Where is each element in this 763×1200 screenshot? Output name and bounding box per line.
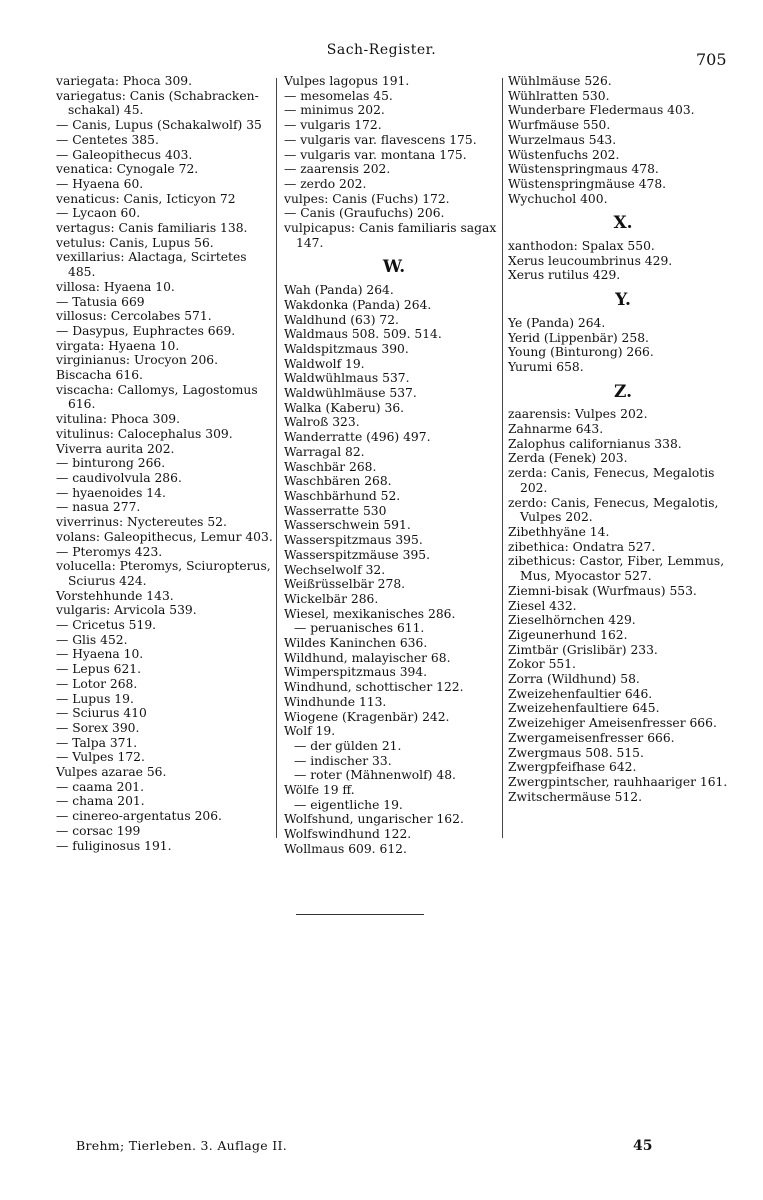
index-entry: Wollmaus 609. 612. [284,841,407,856]
index-entry: vulpes: Canis (Fuchs) 172. [284,191,450,206]
index-entry: Waldspitzmaus 390. [284,341,409,356]
index-entry: Wanderratte (496) 497. [284,430,431,445]
index-entry: — chama 201. [56,794,145,809]
index-entry: Zerda (Fenek) 203. [508,451,628,466]
index-entry: vexillarius: Alactaga, Scirtetes 485. [56,250,247,280]
index-entry: Wühlmäuse 526. [508,74,612,88]
index-entry: Wunderbare Fledermaus 403. [508,103,695,118]
index-entry: Viverra aurita 202. [56,441,175,456]
index-entry: — zerdo 202. [284,176,367,191]
index-entry: volans: Galeopithecus, Lemur 403. [56,529,273,544]
index-entry: Weißrüsselbär 278. [284,577,406,592]
footer-signature: 45 [633,1138,653,1154]
index-entry: Wildes Kaninchen 636. [284,636,428,651]
index-entry: — Talpa 371. [56,735,138,750]
index-entry: — vulgaris var. montana 175. [284,147,467,162]
page-number: 705 [696,50,727,69]
index-entry: vulgaris: Arvicola 539. [56,603,197,618]
index-entry: Wurfmäuse 550. [508,118,611,133]
index-entry: vulpicapus: Canis familiaris sagax 147. [284,221,497,250]
index-entry: — Lupus 19. [56,691,134,706]
index-entry: — fuliginosus 191. [56,838,172,853]
index-entry: Windhund, schottischer 122. [284,680,464,695]
index-entry: — Lycaon 60. [56,206,141,221]
index-entry: Zwergmaus 508. 515. [508,745,644,760]
index-entry: — Cricetus 519. [56,618,157,633]
index-entry: Yerid (Lippenbär) 258. [508,330,649,345]
index-entry: viverrinus: Nyctereutes 52. [56,515,227,530]
index-entry: Zwitschermäuse 512. [508,789,643,804]
index-entry: Wasserspitzmäuse 395. [284,547,431,562]
index-entry: Wolfswindhund 122. [284,827,412,842]
index-entry: — Lotor 268. [56,676,138,691]
index-entry: Biscacha 616. [56,368,143,383]
index-entry: Zibethhyäne 14. [508,524,610,539]
index-entry: Walroß 323. [284,415,360,430]
index-entry: Waldwühlmäuse 537. [284,386,417,401]
index-entry: Wiesel, mexikanisches 286. [284,606,456,621]
index-entry: villosus: Cercolabes 571. [56,309,212,324]
index-entry: Zieselhörnchen 429. [508,613,636,628]
index-entry: xanthodon: Spalax 550. [508,239,655,254]
index-entry: — Pteromys 423. [56,544,163,559]
index-entry: Wolf 19. [284,724,336,739]
index-entry: Zwergpintscher, rauhhaariger 161. [508,774,728,789]
index-entry: Wüstenspringmaus 478. [508,162,659,177]
index-entry: — Hyaena 10. [56,647,144,662]
index-entry: venatica: Cynogale 72. [56,162,199,177]
index-entry: — Tatusia 669 [56,294,145,309]
index-entry: Zwergpfeifhase 642. [508,760,637,775]
index-entry: — mesomelas 45. [284,88,393,103]
index-entry: — corsac 199 [56,823,141,838]
index-entry: Ziemni-bisak (Wurfmaus) 553. [508,583,697,598]
index-entry: Wurzelmaus 543. [508,132,617,147]
index-entry: Zorra (Wildhund) 58. [508,672,640,687]
index-entry: Zahnarme 643. [508,422,604,437]
section-letter: Y. [615,290,631,311]
index-entry: Waschbärhund 52. [284,488,401,503]
footer-source: Brehm; Tierleben. 3. Auflage II. [76,1138,288,1153]
index-entry: — nasua 277. [56,500,141,515]
index-entry: Zigeunerhund 162. [508,627,628,642]
index-entry: — Centetes 385. [56,132,159,147]
section-letter: W. [382,257,406,278]
index-entry: vetulus: Canis, Lupus 56. [56,235,214,250]
index-entry: — zaarensis 202. [284,162,391,177]
index-entry: vitulina: Phoca 309. [56,412,181,427]
index-entry: Waschbären 268. [284,474,392,489]
index-entry: Waldmaus 508. 509. 514. [284,327,442,342]
index-entry: — Galeopithecus 403. [56,147,193,162]
index-entry: Wimperspitzmaus 394. [284,665,428,680]
index-entry: — vulgaris 172. [284,118,382,133]
index-entry: Wasserschwein 591. [284,518,411,533]
index-entry: — Lepus 621. [56,662,142,677]
section-letter: X. [613,213,633,234]
column-divider-2 [502,78,503,838]
index-entry: Xerus leucoumbrinus 429. [508,253,673,268]
index-column-3 [508,74,738,804]
index-entry: — Sciurus 410 [56,706,147,721]
index-entry: Zweizehenfaultier 646. [508,686,653,701]
index-entry: Ziesel 432. [508,598,577,613]
index-entry: Yurumi 658. [508,359,584,374]
index-entry: — Vulpes 172. [56,750,145,765]
index-entry: Wechselwolf 32. [284,562,386,577]
index-entry: volucella: Pteromys, Sciuropterus, Sciurus 424. [56,559,271,588]
index-entry: variegata: Phoca 309. [56,74,192,88]
index-entry: Zweizehenfaultiere 645. [508,701,660,716]
index-entry: Wölfe 19 ff. [284,783,355,798]
index-entry: Waldhund (63) 72. [284,312,399,327]
index-entry: Wasserspitzmaus 395. [284,533,423,548]
index-entry: Wiogene (Kragenbär) 242. [284,709,450,724]
section-letter: Z. [613,381,633,402]
index-entry: vitulinus: Calocephalus 309. [56,426,233,441]
index-entry: — Sorex 390. [56,720,140,735]
index-entry: — peruanisches 611. [294,621,425,636]
index-entry: Vulpes azarae 56. [56,765,167,780]
index-entry: — vulgaris var. flavescens 175. [284,132,477,147]
index-entry: — roter (Mähnenwolf) 48. [294,768,456,783]
index-entry: — Canis, Lupus (Schakalwolf) 35 [56,118,262,133]
index-entry: Wildhund, malayischer 68. [284,650,451,665]
index-entry: Wühlratten 530. [508,88,610,103]
index-entry: — Glis 452. [56,632,128,647]
index-entry: — minimus 202. [284,103,385,118]
index-entry: Wüstenspringmäuse 478. [508,176,667,191]
index-column-1 [56,74,274,853]
index-entry: Waldwühlmaus 537. [284,371,410,386]
index-entry: Windhunde 113. [284,694,387,709]
index-entry: Wolfshund, ungarischer 162. [284,812,464,827]
index-entry: Vulpes lagopus 191. [284,74,410,88]
index-entry: Wychuchol 400. [508,191,608,206]
index-entry: Ye (Panda) 264. [508,315,606,330]
index-entry: Zweizehiger Ameisenfresser 666. [508,716,717,731]
index-column-2 [284,74,504,857]
column-divider-1 [276,78,277,838]
index-entry: — Canis (Graufuchs) 206. [284,206,445,221]
index-entry: Young (Binturong) 266. [508,345,654,360]
index-entry: Wasserratte 530 [284,503,387,518]
index-entry: Wakdonka (Panda) 264. [284,297,432,312]
index-entry: Wüstenfuchs 202. [508,147,620,162]
index-entry: — cinereo-argentatus 206. [56,809,222,824]
index-entry: — Hyaena 60. [56,176,144,191]
index-entry: — caama 201. [56,779,145,794]
index-entry: zerdo: Canis, Fenecus, Megalotis, Vulpes 202. [508,495,719,525]
index-entry: — caudivolvula 286. [56,470,182,485]
index-entry: Wah (Panda) 264. [284,283,394,298]
index-entry: Warragal 82. [284,444,365,459]
index-entry: Waldwolf 19. [284,356,365,371]
index-entry: — eigentliche 19. [294,797,403,812]
index-entry: variegatus: Canis (Schabracken-schakal) 45. [56,88,259,118]
index-entry: Zwergameisenfresser 666. [508,730,675,745]
index-entry: zerda: Canis, Fenecus, Megalotis 202. [508,466,715,495]
index-entry: virginianus: Urocyon 206. [56,353,219,368]
index-entry: — indischer 33. [294,753,392,768]
index-entry: venaticus: Canis, Icticyon 72 [56,191,236,206]
index-entry: Zokor 551. [508,657,576,672]
index-entry: Wickelbär 286. [284,591,379,606]
page-header-title: Sach-Register. [326,42,437,58]
index-entry: Vorstehhunde 143. [56,588,174,603]
end-rule [296,914,424,915]
index-entry: — binturong 266. [56,456,166,471]
index-entry: villosa: Hyaena 10. [56,279,175,294]
index-entry: — hyaenoides 14. [56,485,166,500]
index-entry: — Dasypus, Euphractes 669. [56,323,236,338]
index-entry: Walka (Kaberu) 36. [284,400,405,415]
index-entry: zibethica: Ondatra 527. [508,539,656,554]
index-entry: Zalophus californianus 338. [508,436,682,451]
index-entry: zaarensis: Vulpes 202. [508,407,648,422]
index-entry: vertagus: Canis familiaris 138. [56,221,248,236]
index-entry: zibethicus: Castor, Fiber, Lemmus, Mus, Myocastor 527. [508,554,725,584]
index-entry: viscacha: Callomys, Lagostomus 616. [56,382,258,412]
index-entry: Waschbär 268. [284,459,377,474]
index-entry: virgata: Hyaena 10. [56,338,180,353]
index-entry: — der gülden 21. [294,738,402,753]
index-entry: Xerus rutilus 429. [508,268,621,283]
index-entry: Zimtbär (Grislibär) 233. [508,642,658,657]
